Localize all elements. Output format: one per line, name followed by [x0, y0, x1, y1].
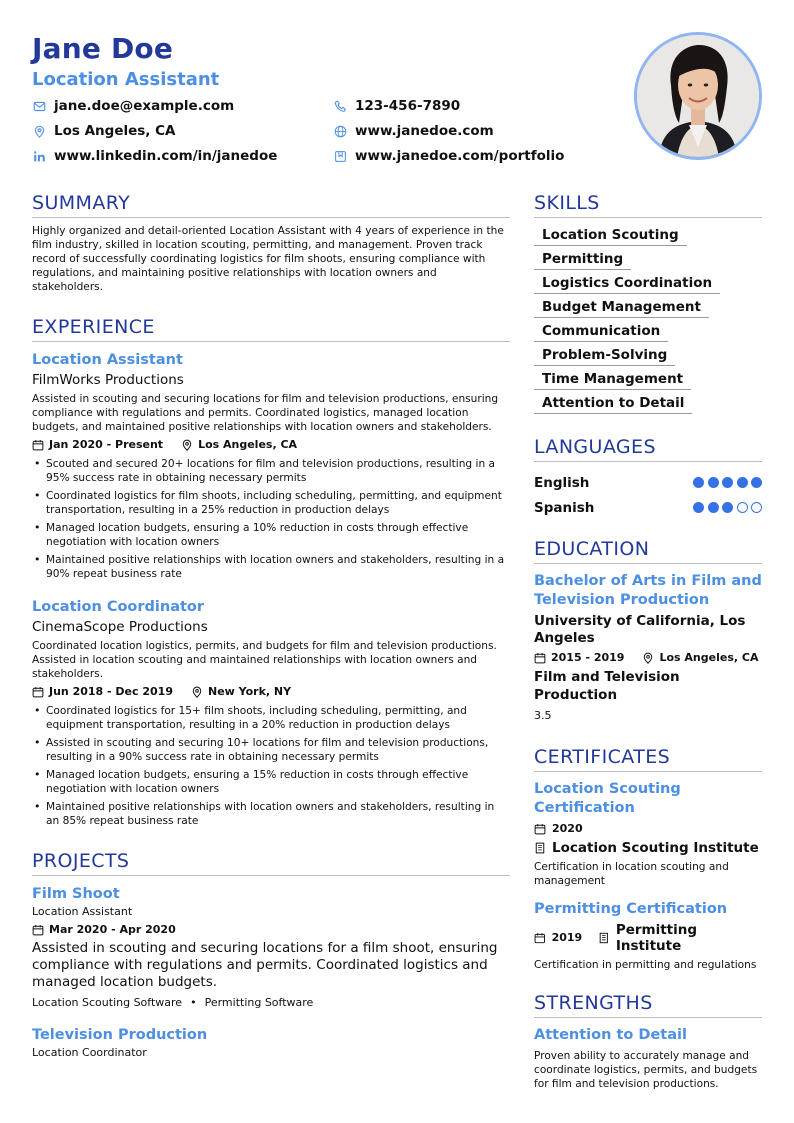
- email-text: jane.doe@example.com: [54, 98, 235, 114]
- certificate-year-text: 2020: [552, 822, 583, 835]
- certificate-issuer: [534, 840, 762, 856]
- location-text: Los Angeles, CA: [54, 123, 176, 139]
- achievement-list: [32, 704, 510, 828]
- job-title: Location Assistant: [32, 352, 183, 368]
- calendar-icon: [534, 932, 546, 944]
- education-dates: [534, 650, 624, 666]
- skill-tag: Attention to Detail: [534, 393, 692, 414]
- achievement-item: • Managed location budgets, ensuring a 15% reduction in costs through effective negotiation with location owners: [32, 768, 510, 796]
- project-tools: [32, 995, 510, 1011]
- company-name: FilmWorks Productions: [32, 372, 184, 388]
- certificate-description: Certification in location scouting and management: [534, 861, 729, 887]
- resume-header: [32, 30, 612, 92]
- degree-title: Bachelor of Arts in Film and Television Production: [534, 573, 762, 608]
- job-location: [181, 437, 297, 453]
- location-pin-icon: [181, 439, 193, 451]
- contact-phone[interactable]: [333, 98, 460, 114]
- location-pin-icon: [642, 652, 654, 664]
- job-location-text: Los Angeles, CA: [198, 438, 298, 451]
- school-name: University of California, Los Angeles: [534, 613, 746, 646]
- contact-location: [32, 123, 176, 139]
- mail-icon: [32, 99, 46, 113]
- location-pin-icon: [191, 686, 203, 698]
- achievement-item: • Maintained positive relationships with location owners and stakeholders, resulting in a 90% repeat business rate: [32, 553, 510, 581]
- projects-heading: PROJECTS: [32, 848, 510, 876]
- contact-linkedin[interactable]: [32, 148, 277, 164]
- skill-tag: Budget Management: [534, 297, 709, 318]
- project-title: Television Production: [32, 1027, 208, 1043]
- skills-list: [534, 224, 762, 416]
- proficiency-dot-empty: [751, 502, 762, 513]
- certificates-heading: CERTIFICATES: [534, 744, 762, 772]
- project-dates: [32, 922, 176, 938]
- achievement-item: • Assisted in scouting and securing 10+ locations for film and television productions, resulting in a 90% success rate in obtaining necessary permits: [32, 736, 510, 764]
- skill-tag: Communication: [534, 321, 668, 342]
- job-meta: [32, 437, 510, 453]
- achievement-list: [32, 457, 510, 581]
- building-icon: [534, 842, 546, 854]
- language-name: English: [534, 474, 590, 491]
- certificate-description: Certification in permitting and regulations: [534, 959, 757, 971]
- candidate-title: Location Assistant: [32, 69, 220, 90]
- experience-heading: EXPERIENCE: [32, 314, 510, 342]
- job-dates-text: Jun 2018 - Dec 2019: [49, 685, 173, 698]
- phone-icon: [333, 99, 347, 113]
- building-icon: [598, 932, 610, 944]
- project-entry: [32, 884, 510, 1011]
- contact-website[interactable]: [333, 123, 494, 139]
- contact-email[interactable]: [32, 98, 234, 114]
- proficiency-dots: [690, 477, 763, 488]
- proficiency-dot-filled: [708, 477, 719, 488]
- summary-heading: SUMMARY: [32, 190, 510, 218]
- project-tool: Permitting Software: [204, 996, 314, 1009]
- language-row: [534, 470, 762, 495]
- proficiency-dot-filled: [722, 477, 733, 488]
- project-description: Assisted in scouting and securing locations for a film shoot, ensuring compliance with regulations and permits. Coordinated logistics and managed location budgets.: [32, 940, 498, 990]
- website-text: www.janedoe.com: [355, 123, 494, 139]
- education-location: [642, 650, 758, 666]
- proficiency-dot-filled: [722, 502, 733, 513]
- achievement-item: • Coordinated logistics for film shoots, including scheduling, permitting, and equipment transportation, resulting in a 25% reduction in production delays: [32, 489, 510, 517]
- summary-text: Highly organized and detail-oriented Location Assistant with 4 years of experience in the film industry, skilled in location scouting, permitting, and management. Proven track record of successfully coordinating logistics for film shoots, ensuring compliance with regulations, and maintaining positive relationships with location owners and stakeholders.: [32, 225, 504, 293]
- achievement-item: • Maintained positive relationships with location owners and stakeholders, resulting in an 85% repeat business rate: [32, 800, 510, 828]
- skill-tag: Time Management: [534, 369, 691, 390]
- languages-heading: LANGUAGES: [534, 434, 762, 462]
- languages-list: [534, 470, 762, 520]
- contact-portfolio[interactable]: [333, 148, 564, 164]
- certificate-title: Location Scouting Certification: [534, 781, 681, 816]
- candidate-name: Jane Doe: [32, 32, 174, 65]
- project-role: Location Coordinator: [32, 1046, 147, 1059]
- job-location-text: New York, NY: [207, 685, 292, 698]
- job-dates: [32, 684, 173, 700]
- calendar-icon: [534, 652, 546, 664]
- calendar-icon: [32, 686, 44, 698]
- strengths-heading: STRENGTHS: [534, 990, 762, 1018]
- calendar-icon: [534, 823, 546, 835]
- strength-entry: [534, 1026, 762, 1091]
- job-dates-text: Jan 2020 - Present: [49, 438, 164, 451]
- job-location: [191, 684, 291, 700]
- certificate-entry: [534, 780, 762, 888]
- proficiency-dots: [690, 502, 763, 513]
- skill-tag: Permitting: [534, 249, 631, 270]
- company-name: CinemaScope Productions: [32, 619, 208, 635]
- portfolio-text: www.janedoe.com/portfolio: [355, 148, 565, 164]
- proficiency-dot-filled: [693, 502, 704, 513]
- project-tool: Location Scouting Software: [32, 996, 183, 1009]
- certificate-title: Permitting Certification: [534, 901, 728, 917]
- certificate-issuer-text: Permitting Institute: [615, 922, 698, 954]
- certificate-entry: [534, 900, 762, 972]
- field-of-study: Film and Television Production: [534, 669, 680, 703]
- education-meta: [534, 650, 762, 666]
- certificate-issuer-text: Location Scouting Institute: [552, 840, 759, 856]
- proficiency-dot-filled: [751, 477, 762, 488]
- calendar-icon: [32, 924, 44, 936]
- achievement-item: • Managed location budgets, ensuring a 10% reduction in costs through effective negotiation with location owners: [32, 521, 510, 549]
- job-title: Location Coordinator: [32, 599, 205, 615]
- proficiency-dot-filled: [708, 502, 719, 513]
- proficiency-dot-empty: [737, 502, 748, 513]
- linkedin-icon: [32, 149, 46, 163]
- right-column: [534, 190, 762, 1091]
- achievement-item: • Scouted and secured 20+ locations for film and television productions, resulting in a 95% success rate in obtaining necessary permits: [32, 457, 510, 485]
- skills-heading: SKILLS: [534, 190, 762, 218]
- gpa-value: 3.5: [534, 709, 552, 722]
- language-row: [534, 495, 762, 520]
- job-description: Assisted in scouting and securing locations for film and television productions, ensuring compliance with regulations and permits. Coordinated logistics, managed location budgets, and maintained positive relationships with location owners and stakeholders.: [32, 393, 499, 433]
- language-name: Spanish: [534, 499, 595, 516]
- proficiency-dot-filled: [693, 477, 704, 488]
- skill-tag: Location Scouting: [534, 225, 687, 246]
- phone-text: 123-456-7890: [355, 98, 461, 114]
- job-dates: [32, 437, 163, 453]
- project-meta: [32, 922, 510, 938]
- globe-icon: [333, 124, 347, 138]
- skill-tag: Problem-Solving: [534, 345, 675, 366]
- certificate-year: [534, 821, 762, 837]
- achievement-item: • Coordinated logistics for 15+ film shoots, including scheduling, permitting, and equipment transportation, resulting in a 20% reduction in production delays: [32, 704, 510, 732]
- certificate-year-text: 2019: [551, 931, 583, 944]
- skill-tag: Logistics Coordination: [534, 273, 720, 294]
- project-title: Film Shoot: [32, 886, 120, 902]
- strength-description: Proven ability to accurately manage and coordinate logistics, permits, and budgets for film and television productions.: [534, 1050, 758, 1090]
- education-heading: EDUCATION: [534, 536, 762, 564]
- job-description: Coordinated location logistics, permits, and budgets for film and television productions. Assisted in location scouting and maintained relationships with location owners and stakeholders.: [32, 640, 497, 680]
- project-dates-text: Mar 2020 - Apr 2020: [49, 923, 176, 936]
- strength-title: Attention to Detail: [534, 1027, 687, 1043]
- education-dates-text: 2015 - 2019: [551, 651, 625, 664]
- proficiency-dot-filled: [737, 477, 748, 488]
- profile-photo: [634, 32, 762, 160]
- experience-entry: [32, 597, 510, 828]
- linkedin-text: www.linkedin.com/in/janedoe: [54, 148, 278, 164]
- left-column: [32, 190, 510, 1061]
- project-role: Location Assistant: [32, 905, 133, 918]
- separator-dot: •: [190, 996, 197, 1009]
- certificate-meta: [534, 922, 762, 954]
- portfolio-icon: [333, 149, 347, 163]
- job-meta: [32, 684, 510, 700]
- experience-entry: [32, 350, 510, 581]
- project-entry: [32, 1025, 510, 1061]
- education-location-text: Los Angeles, CA: [659, 651, 759, 664]
- education-entry: [534, 572, 762, 724]
- location-pin-icon: [32, 124, 46, 138]
- calendar-icon: [32, 439, 44, 451]
